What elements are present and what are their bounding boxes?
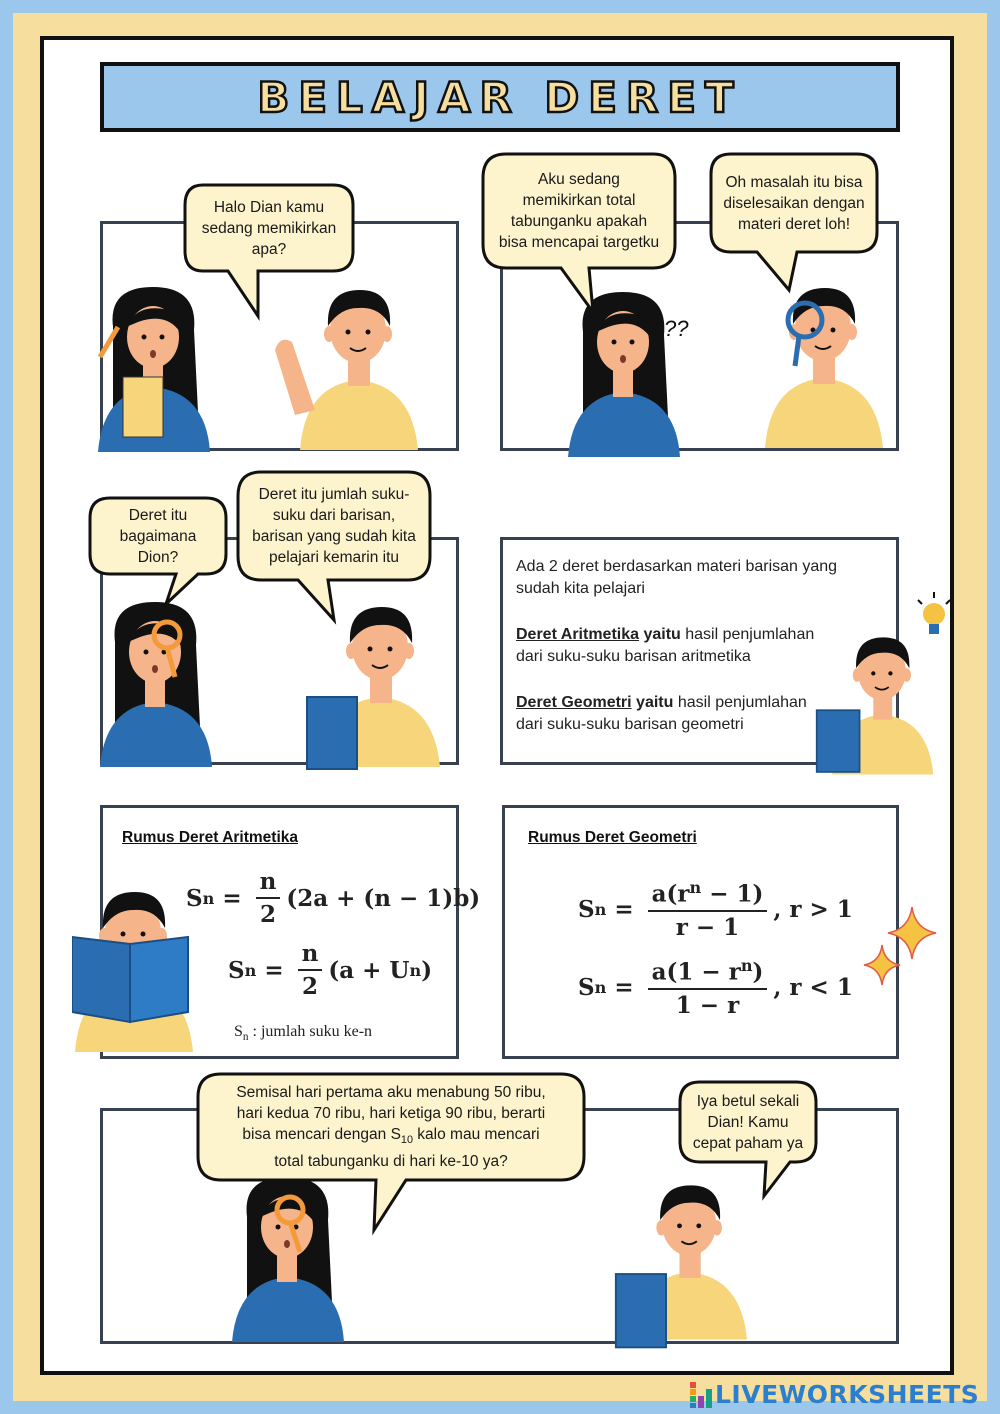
term-deret-aritmetika: Deret Aritmetika <box>516 626 640 643</box>
speech-bubble-1: Halo Dian kamu sedang memikirkan apa? <box>183 183 355 318</box>
liveworksheets-logo-icon <box>690 1382 712 1408</box>
boy-dion-notebook <box>302 597 442 772</box>
term-deret-geometri: Deret Geometri <box>516 694 632 711</box>
speech-bubble-5: Deret itu jumlah suku- suku dari barisan, barisan yang sudah kita pelajari kemarin itu <box>236 470 432 622</box>
speech-bubble-4: Deret itu bagaimana Dion? <box>88 496 228 608</box>
speech-bubble-6: Semisal hari pertama aku menabung 50 ribu, hari kedua 70 ribu, hari ketiga 90 ribu, berarti bisa mencari dengan $S_{10}$ kalo mau mencari total tabunganku di hari ke-10 ya? <box>196 1072 586 1232</box>
title-banner <box>100 62 900 132</box>
speech-bubble-2: Aku sedang memikirkan total tabunganku apakah bisa mencapai targetku <box>481 152 677 314</box>
sparkle-icon <box>860 905 940 990</box>
girl-dian-magnifier <box>95 597 235 767</box>
rumus-aritmetika-title: Rumus Deret Aritmetika <box>122 829 299 846</box>
speech-bubble-3: Oh masalah itu bisa diselesaikan dengan materi deret loh! <box>709 152 879 292</box>
rumus-geometri-title: Rumus Deret Geometri <box>528 829 697 846</box>
question-marks: ?? <box>664 316 689 341</box>
liveworksheets-watermark: LIVEWORKSHEETS <box>690 1380 979 1409</box>
info-text: Ada 2 deret berdasarkan materi barisan yang sudah kita pelajari Deret Aritmetika yaitu hasil penjumlahan dari suku-suku barisan aritmetika Deret Geometri yaitu hasil penjumlahan dari suku-suku barisan geometri <box>516 558 838 733</box>
speech-bubble-7: Iya betul sekali Dian! Kamu cepat paham ya <box>678 1080 818 1198</box>
page-title: BELAJAR DERET <box>257 72 743 122</box>
boy-dion-magnifier <box>755 268 895 450</box>
girl-reading-book <box>72 882 197 1060</box>
formula-geometri-2: S n = $\frac{a(1 - r^n)}{1 - r}$ , r < 1 <box>578 956 853 1019</box>
formula-aritmetika-1: S n = $\frac{n}{2}$ (2a + (n − 1)b) <box>186 868 481 928</box>
lightbulb-icon <box>912 590 956 646</box>
formula-note: $S_n$ : jumlah suku ke-n <box>234 1023 373 1044</box>
formula-geometri-1: S n = $\frac{a(r^n - 1)}{r - 1}$ , r > 1 <box>578 878 853 941</box>
formula-aritmetika-2: S n = $\frac{n}{2}$ (a + U n ) <box>228 940 433 1000</box>
